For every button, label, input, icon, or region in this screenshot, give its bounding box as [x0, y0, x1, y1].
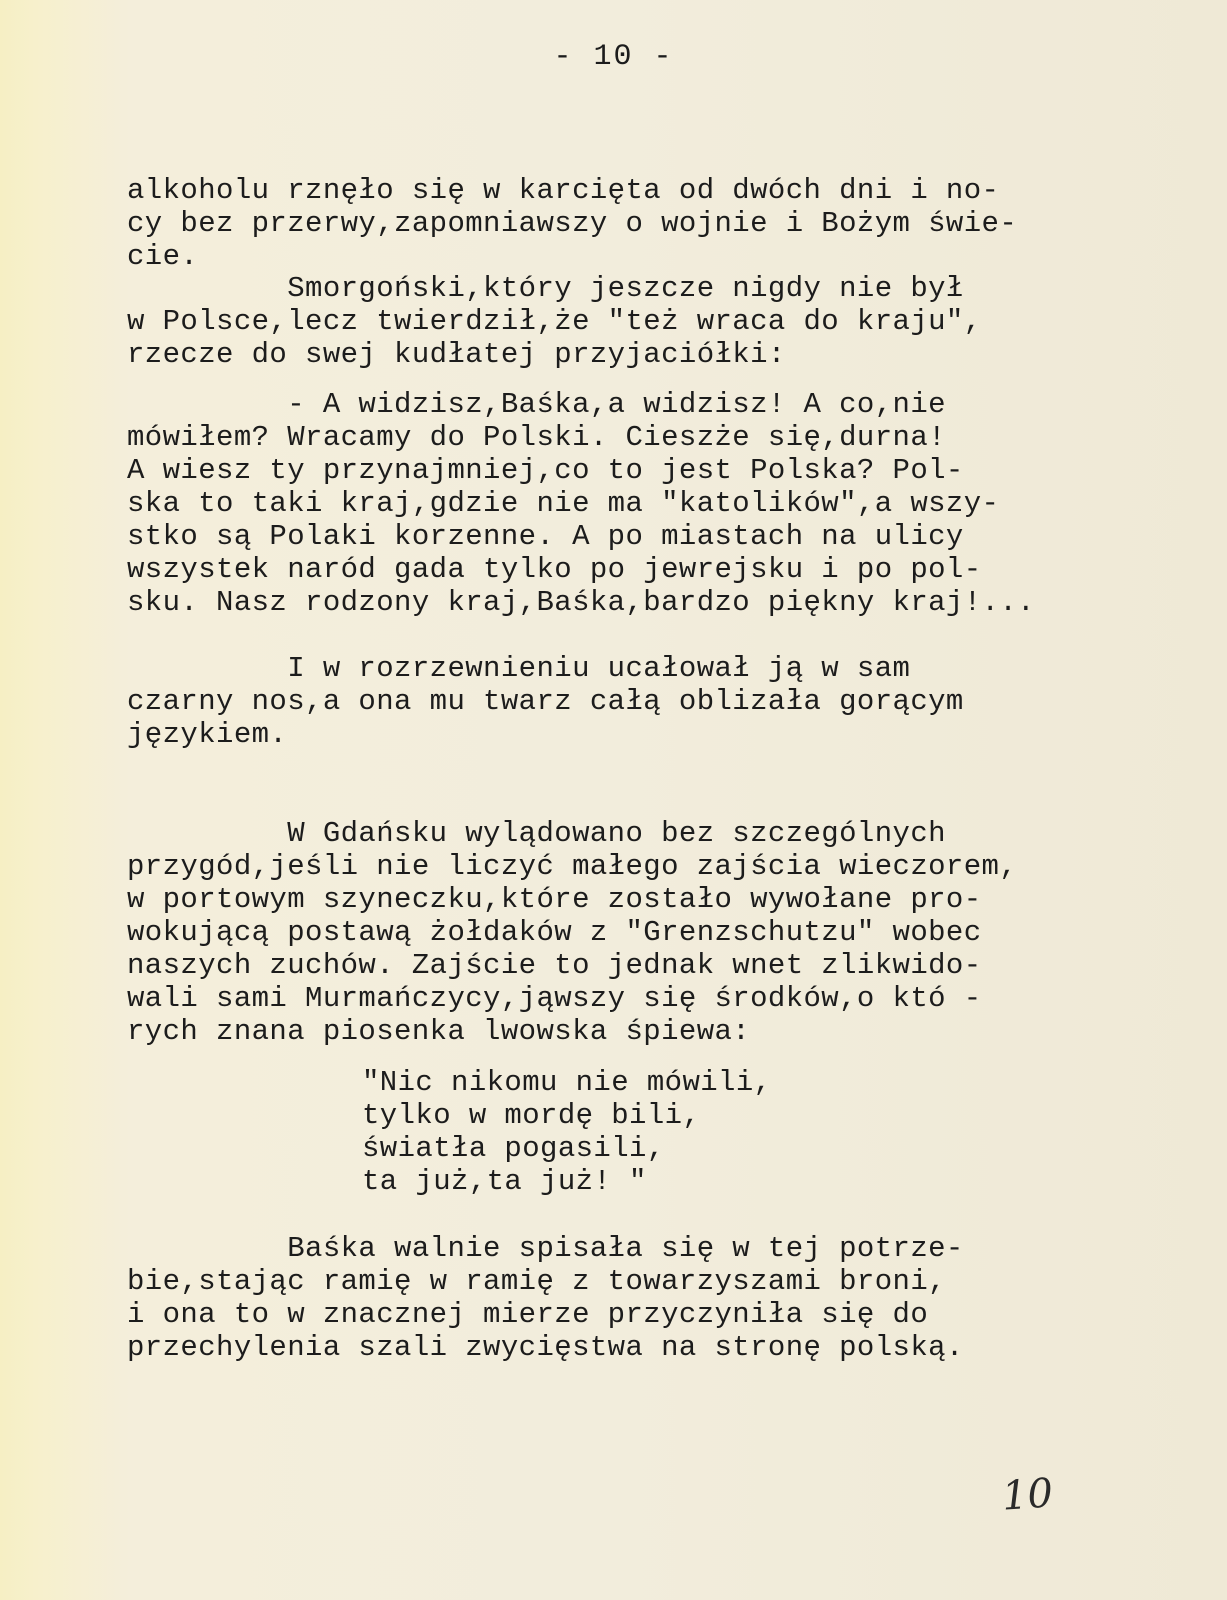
song-quote-line: tylko w mordę bili, — [362, 1099, 701, 1132]
text-line: alkoholu rznęło się w karcięta od dwóch dni i no- — [127, 174, 1000, 207]
text-line: A wiesz ty przynajmniej,co to jest Polska? Pol- — [127, 454, 964, 487]
text-line: i ona to w znacznej mierze przyczyniła się do — [127, 1298, 929, 1331]
text-line: w Polsce,lecz twierdził,że "też wraca do kraju", — [127, 305, 982, 338]
text-line: rzecze do swej kudłatej przyjaciółki: — [127, 338, 786, 371]
text-line: Smorgoński,który jeszcze nigdy nie był — [127, 272, 964, 305]
handwritten-page-number: 10 — [1000, 1470, 1055, 1520]
text-line: naszych zuchów. Zajście to jednak wnet zlikwido- — [127, 949, 982, 982]
text-line: wszystek naród gada tylko po jewrejsku i po pol- — [127, 553, 982, 586]
text-line: mówiłem? Wracamy do Polski. Cieszże się,durna! — [127, 421, 946, 454]
text-line: cy bez przerwy,zapomniawszy o wojnie i Bożym świe- — [127, 207, 1018, 240]
text-line: stko są Polaki korzenne. A po miastach na ulicy — [127, 520, 964, 553]
text-line: czarny nos,a ona mu twarz całą oblizała gorącym — [127, 685, 964, 718]
text-line: wokującą postawą żołdaków z "Grenzschutzu" wobec — [127, 916, 982, 949]
text-line: przygód,jeśli nie liczyć małego zajścia wieczorem, — [127, 850, 1018, 883]
text-line: w portowym szyneczku,które zostało wywołane pro- — [127, 883, 982, 916]
text-line: sku. Nasz rodzony kraj,Baśka,bardzo piękny kraj!... — [127, 586, 1035, 619]
text-line: językiem. — [127, 718, 288, 751]
song-quote-line: "Nic nikomu nie mówili, — [362, 1066, 772, 1099]
song-quote-line: ta już,ta już! " — [362, 1165, 647, 1198]
text-line: bie,stając ramię w ramię z towarzyszami broni, — [127, 1265, 946, 1298]
text-line: I w rozrzewnieniu ucałował ją w sam — [127, 652, 911, 685]
song-quote-line: światła pogasili, — [362, 1132, 665, 1165]
text-line: W Gdańsku wylądowano bez szczególnych — [127, 817, 946, 850]
text-line: cie. — [127, 240, 199, 273]
text-line: - A widzisz,Baśka,a widzisz! A co,nie — [127, 388, 946, 421]
text-line: wali sami Murmańczycy,jąwszy się środków,o któ - — [127, 982, 982, 1015]
text-line: przechylenia szali zwycięstwa na stronę polską. — [127, 1331, 964, 1364]
text-line: ska to taki kraj,gdzie nie ma "katolików",a wszy- — [127, 487, 1000, 520]
text-line: Baśka walnie spisała się w tej potrze- — [127, 1232, 964, 1265]
text-line: rych znana piosenka lwowska śpiewa: — [127, 1015, 751, 1048]
page-number-header: - 10 - — [553, 40, 674, 74]
